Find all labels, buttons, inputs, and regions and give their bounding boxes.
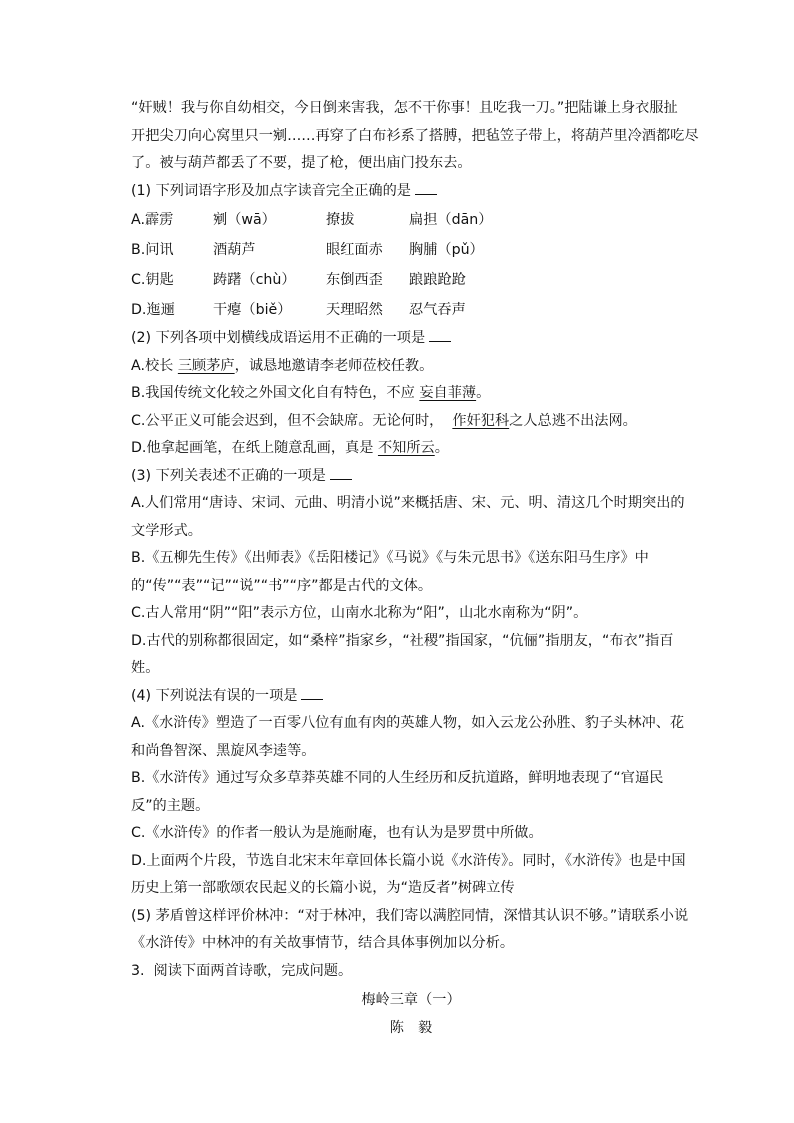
question-1 bbox=[131, 178, 691, 326]
answer-blank[interactable] bbox=[330, 465, 352, 480]
option-label: B.问讯 bbox=[131, 242, 174, 258]
option-label: C.钥匙 bbox=[131, 272, 174, 288]
option-row-a bbox=[131, 205, 691, 235]
poem-title: 梅岭三章（一） bbox=[361, 992, 461, 1008]
option-c bbox=[131, 408, 691, 436]
option-b: B.《水浒传》通过写众多草莽英雄不同的人生经历和反抗道路，鲜明地表现了“官逼民反”的主题。 bbox=[131, 770, 664, 814]
answer-blank[interactable] bbox=[301, 685, 323, 700]
option-a: A.人们常用“唐诗、宋词、元曲、明清小说”来概括唐、宋、元、明、清这几个时期突出的文学形式。 bbox=[131, 495, 685, 539]
question-prompt bbox=[131, 178, 691, 206]
answer-blank[interactable] bbox=[415, 180, 437, 195]
question-prompt bbox=[131, 325, 691, 353]
section-heading: 3. 阅读下面两首诗歌，完成问题。 bbox=[131, 962, 353, 979]
underlined-idiom: 不知所云 bbox=[377, 440, 435, 456]
option-word: 踉踉跄跄 bbox=[409, 272, 466, 288]
question-prompt: (5) 茅盾曾这样评价林冲：“对于林冲，我们寄以满腔同情，深惜其认识不够。”请联系小说《水浒传》中林冲的有关故事情节，结合具体事例加以分析。 bbox=[131, 907, 689, 951]
option-d: D.古代的别称都很固定，如“桑梓”指家乡，“社稷”指国家，“伉俪”指朋友，“布衣”指百姓。 bbox=[131, 632, 674, 676]
question-2 bbox=[131, 325, 691, 463]
passage-line: “奸贼！我与你自幼相交，今日倒来害我，怎不干你事！且吃我一刀。”把陆谦上身衣服扯 bbox=[131, 100, 678, 116]
section-3 bbox=[131, 958, 691, 1043]
question-3 bbox=[131, 463, 691, 683]
option-word: 剜（wā） bbox=[213, 212, 276, 228]
option-text: 。 bbox=[434, 440, 449, 456]
answer-blank[interactable] bbox=[429, 327, 451, 342]
question-5 bbox=[131, 903, 691, 958]
option-c: C.古人常用“阴”“阳”表示方位，山南水北称为“阳”，山北水南称为“阴”。 bbox=[131, 605, 588, 621]
document-page bbox=[131, 95, 699, 1042]
question-prompt-text: (1) 下列词语字形及加点字读音完全正确的是 bbox=[131, 182, 411, 199]
question-prompt bbox=[131, 463, 691, 491]
option-text: C.公平正义可能会迟到，但不会缺席。无论何时， bbox=[131, 412, 453, 429]
option-d: D.上面两个片段，节选自北宋末年章回体长篇小说《水浒传》。同时，《水浒传》也是中国历史上第一部歌颂农民起义的长篇小说，为“造反者”树碑立传 bbox=[131, 852, 686, 896]
option-text: 。 bbox=[476, 385, 491, 401]
option-text: D.他拿起画笔，在纸上随意乱画，真是 bbox=[131, 440, 378, 456]
option-a bbox=[131, 353, 691, 381]
option-word: 眼红面赤 bbox=[326, 242, 383, 258]
option-text: A.校长 bbox=[131, 357, 178, 374]
option-word: 东倒西歪 bbox=[326, 272, 383, 288]
option-word: 干瘪（biě） bbox=[213, 302, 292, 318]
option-word: 天理昭然 bbox=[326, 302, 383, 318]
option-label: D.迤逦 bbox=[131, 302, 175, 318]
underlined-idiom: 三顾茅庐 bbox=[177, 357, 235, 374]
option-word: 踌躇（chù） bbox=[213, 272, 296, 288]
question-prompt-text: (4) 下列说法有误的一项是 bbox=[131, 687, 298, 704]
option-row-c bbox=[131, 265, 691, 295]
option-word: 酒葫芦 bbox=[213, 242, 256, 258]
underlined-idiom: 妄自菲薄 bbox=[419, 385, 477, 401]
option-text: 之人总逃不出法网。 bbox=[509, 412, 637, 429]
option-c: C.《水浒传》的作者一般认为是施耐庵，也有认为是罗贯中所做。 bbox=[131, 825, 543, 841]
option-word: 忍气吞声 bbox=[409, 302, 466, 318]
option-text: B.我国传统文化较之外国文化自有特色，不应 bbox=[131, 385, 420, 401]
underlined-idiom: 作奸犯科 bbox=[452, 412, 510, 429]
passage bbox=[131, 95, 699, 178]
question-prompt-text: (2) 下列各项中划横线成语运用不正确的一项是 bbox=[131, 330, 426, 346]
question-prompt-text: (3) 下列关表述不正确的一项是 bbox=[131, 467, 326, 484]
poem-author: 陈毅 bbox=[389, 1019, 447, 1036]
passage-line: 了。被与葫芦都丢了不要，提了枪，便出庙门投东去。 bbox=[131, 155, 472, 171]
option-row-d bbox=[131, 295, 691, 325]
option-row-b bbox=[131, 235, 691, 265]
question-4 bbox=[131, 683, 691, 903]
question-prompt bbox=[131, 683, 691, 711]
option-word: 胸脯（pǔ） bbox=[409, 242, 484, 258]
option-word: 撩拔 bbox=[326, 212, 355, 228]
option-text: ，诚恳地邀请李老师莅校任教。 bbox=[234, 357, 434, 374]
option-label: A.霹雳 bbox=[131, 212, 174, 228]
option-a: A.《水浒传》塑造了一百零八位有血有肉的英雄人物，如入云龙公孙胜、豹子头林冲、花和尚鲁智深、黑旋风李逵等。 bbox=[131, 715, 685, 759]
passage-line: 开把尖刀向心窝里只一剜……再穿了白布衫系了搭膊，把毡笠子带上，将葫芦里冷酒都吃尽 bbox=[131, 127, 699, 144]
option-d bbox=[131, 435, 691, 463]
option-b bbox=[131, 380, 691, 408]
option-b: B.《五柳先生传》《出师表》《岳阳楼记》《马说》《与朱元思书》《送东阳马生序》中的“传”“表”“记”“说”“书”“序”都是古代的文体。 bbox=[131, 550, 649, 594]
option-word: 扁担（dān） bbox=[409, 212, 493, 228]
